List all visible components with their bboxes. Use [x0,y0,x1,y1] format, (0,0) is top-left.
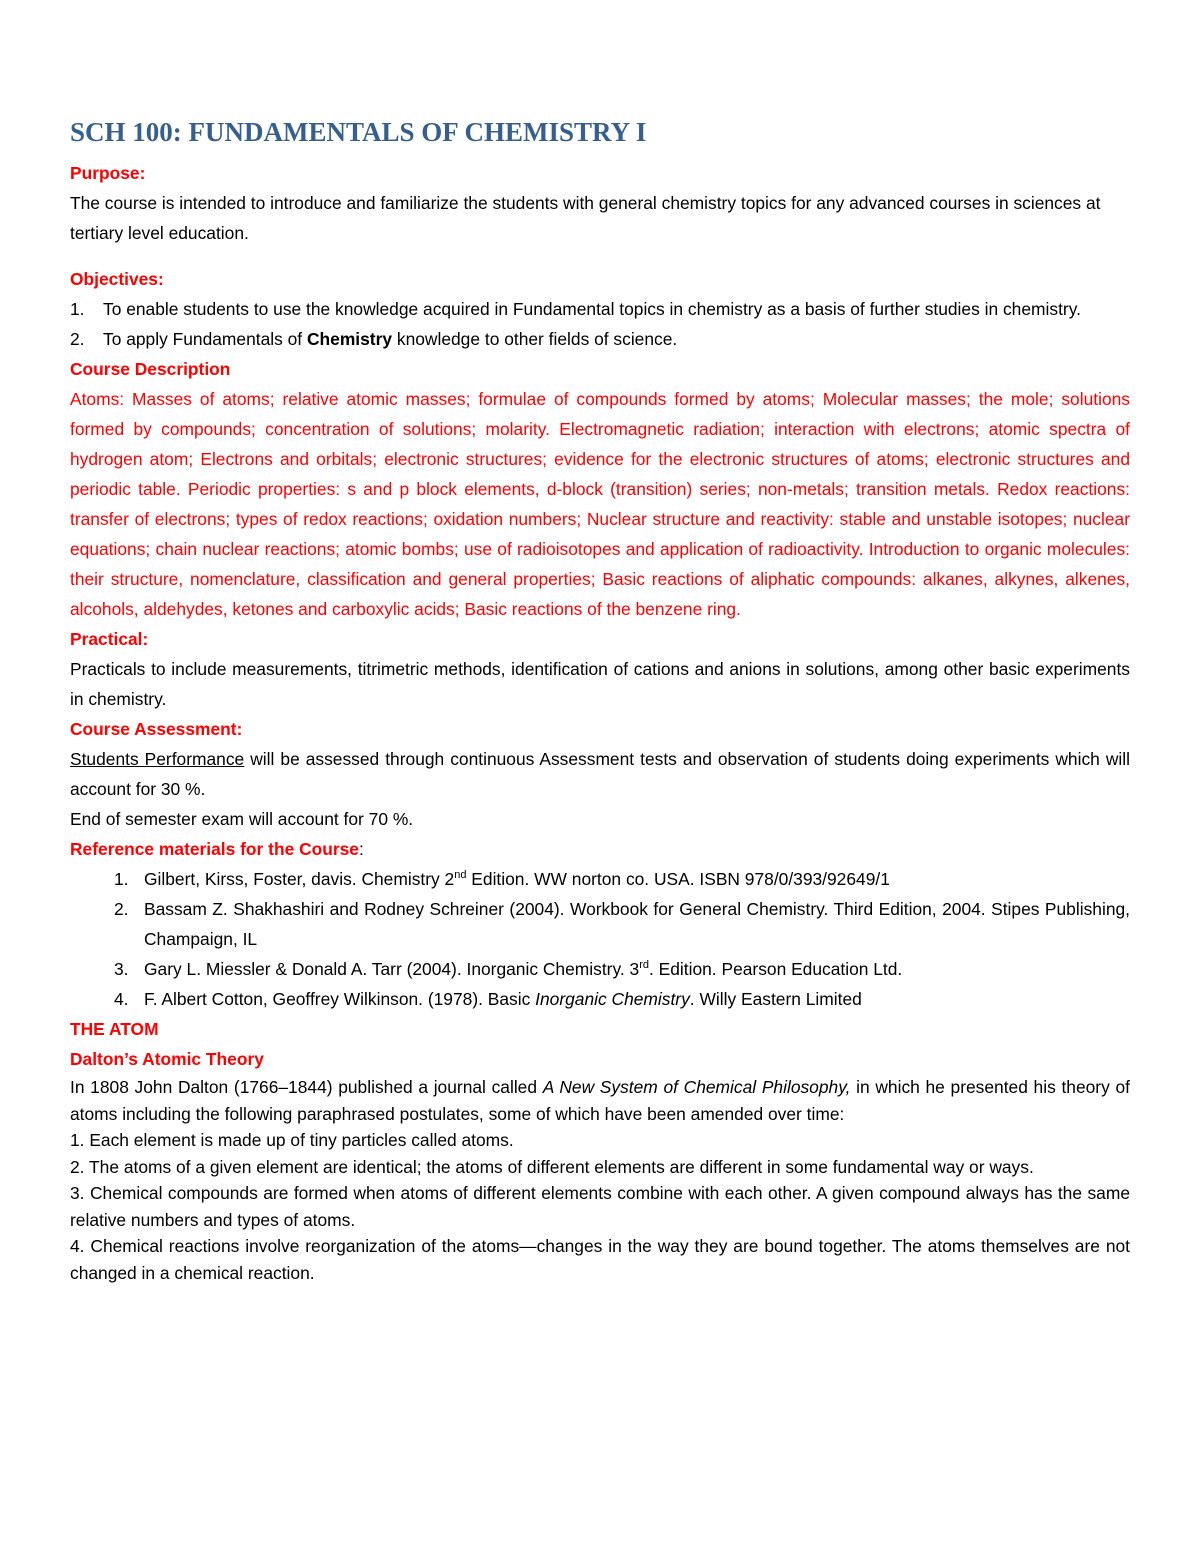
reference-number: 2. [114,899,129,919]
dalton-intro-b: in which he presented his theory of atoms including the following paraphrased postulates, some of which have been amended over time: [70,1077,1130,1124]
objective-text-post: knowledge to other fields of science. [392,329,678,349]
objective-item [70,324,1130,354]
objective-text-bold: Chemistry [306,329,393,349]
reference-text: F. Albert Cotton, Geoffrey Wilkinson. (1978). Basic [144,989,536,1009]
reference-item [70,984,1130,1014]
reference-number: 4. [114,989,129,1009]
reference-item [70,864,1130,894]
practical-heading: Practical: [70,629,149,649]
purpose-text: The course is intended to introduce and familiarize the students with general chemistry topics for any advanced courses in sciences at tertiary level education. [70,193,1101,243]
practical-text: Practicals to include measurements, titrimetric methods, identification of cations and anions in solutions, among other basic experiments in chemistry. [70,659,1130,709]
references-heading: Reference materials for the Course [70,839,359,859]
references-heading-line [70,834,1130,864]
assessment-text [70,744,1130,804]
reference-text-end: . Willy Eastern Limited [689,989,862,1009]
reference-text-end: . Edition. Pearson Education Ltd. [648,959,903,979]
reference-text-end: Edition. WW norton co. USA. ISBN 978/0/393/92649/1 [466,869,890,889]
dalton-postulate: 2. The atoms of a given element are identical; the atoms of different elements are different in some fundamental way or ways. [70,1156,1034,1177]
reference-number: 3. [114,959,129,979]
reference-text: Gary L. Miessler & Donald A. Tarr (2004). Inorganic Chemistry. 3 [144,959,640,979]
assessment-rest: will be assessed through continuous Assessment tests and observation of students doing experiments which will account for 30 %. [70,749,1130,799]
objectives-list [70,294,1130,354]
dalton-postulate: 4. Chemical reactions involve reorganization of the atoms—changes in the way they are bound together. The atoms themselves are not changed in a chemical reaction. [70,1236,1130,1283]
reference-item [70,894,1130,954]
reference-italic: Inorganic Chemistry [535,989,690,1009]
objective-number: 1. [70,299,85,319]
dalton-intro-a: In 1808 John Dalton (1766–1844) published a journal called [70,1077,543,1097]
purpose-heading: Purpose: [70,163,146,183]
objective-number: 2. [70,329,85,349]
reference-sup: nd [454,869,467,882]
reference-text: Bassam Z. Shakhashiri and Rodney Schreiner (2004). Workbook for General Chemistry. Third Edition, 2004. Stipes Publishing, Champaign, IL [144,899,1130,949]
assessment-exam: End of semester exam will account for 70 %. [70,809,414,829]
page-title: SCH 100: FUNDAMENTALS OF CHEMISTRY I [70,117,647,147]
objectives-heading: Objectives: [70,269,164,289]
dalton-intro [70,1074,1130,1127]
reference-text: Gilbert, Kirss, Foster, davis. Chemistry 2 [144,869,455,889]
document-page [70,112,1130,1286]
dalton-heading: Dalton’s Atomic Theory [70,1049,264,1069]
references-heading-colon: : [358,839,364,859]
dalton-book-title: A New System of Chemical Philosophy, [542,1077,851,1097]
references-list [70,864,1130,1014]
assessment-heading: Course Assessment: [70,719,243,739]
reference-number: 1. [114,869,129,889]
course-description-text: Atoms: Masses of atoms; relative atomic masses; formulae of compounds formed by atoms; Molecular masses; the mole; solutions formed by compounds; concentration of solutions; molarity. Electromagnetic radiation; interaction with electrons; atomic spectra of hydrogen atom; Electrons and orbitals; electronic structures; evidence for the electronic structures of atoms; electronic structures and periodic table. Periodic properties: s and p block elements, d-block (transition) series; non-metals; transition metals. Redox reactions: transfer of electrons; types of redox reactions; oxidation numbers; Nuclear structure and reactivity: stable and unstable isotopes; nuclear equations; chain nuclear reactions; atomic bombs; use of radioisotopes and application of radioactivity. Introduction to organic molecules: their structure, nomenclature, classification and general properties; Basic reactions of aliphatic compounds: alkanes, alkynes, alkenes, alcohols, aldehydes, ketones and carboxylic acids; Basic reactions of the benzene ring. [70,389,1130,619]
reference-item [70,954,1130,984]
objective-text: To enable students to use the knowledge acquired in Fundamental topics in chemistry as a basis of further studies in chemistry. [103,299,1081,319]
reference-sup: rd [639,959,649,972]
dalton-postulate: 1. Each element is made up of tiny particles called atoms. [70,1130,514,1150]
course-description-heading: Course Description [70,359,231,379]
objective-item [70,294,1130,324]
assessment-underlined: Students Performance [70,749,245,769]
dalton-postulate: 3. Chemical compounds are formed when atoms of different elements combine with each other. A given compound always has the same relative numbers and types of atoms. [70,1183,1130,1230]
atom-heading: THE ATOM [70,1019,159,1039]
objective-text-pre: To apply Fundamentals of [103,329,307,349]
